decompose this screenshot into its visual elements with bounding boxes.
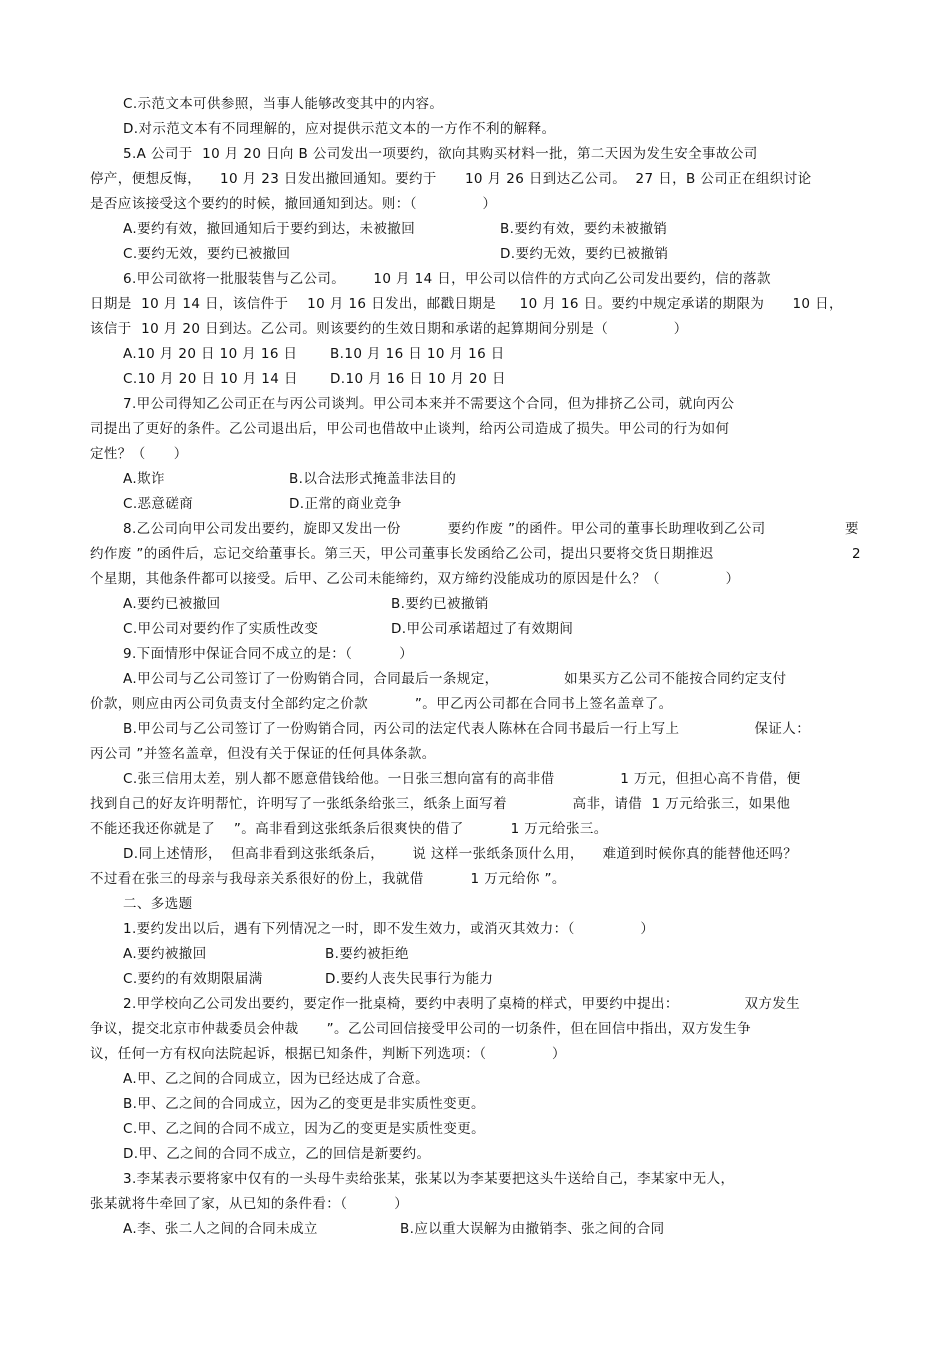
option-c: C.甲、乙之间的合同不成立，因为乙的变更是实质性变更。 — [123, 1121, 486, 1137]
option-b: B.甲、乙之间的合同成立，因为乙的变更是非实质性变更。 — [123, 1096, 485, 1112]
text-line: 价款，则应由丙公司负责支付全部约定之价款 ”。甲乙丙公司都在合同书上签名盖章了。 — [90, 696, 673, 712]
option-c: C.要约无效，要约已被撤回 — [123, 246, 291, 262]
text-line: 3.李某表示要将家中仅有的一头母牛卖给张某，张某以为李某要把这头牛送给自己，李某家中无人， — [123, 1171, 735, 1187]
text-line: A.甲公司与乙公司签订了一份购销合同，合同最后一条规定， 如果买方乙公司不能按合同约定支付 — [123, 671, 787, 687]
option-d: D.甲公司承诺超过了有效期间 — [391, 621, 574, 637]
text-line: D.同上述情形， 但高非看到这张纸条后， 说 这样一张纸条顶什么用， 难道到时候你真的能替他还吗？ — [123, 846, 798, 862]
option-b: B.要约已被撤销 — [391, 596, 489, 612]
text-line: 5.A 公司于 10 月 20 日向 B 公司发出一项要约，欲向其购买材料一批，第二天因为发生安全事故公司 — [123, 146, 758, 162]
option-c: C.恶意磋商 — [123, 496, 194, 512]
text-line: 丙公司 ”并签名盖章，但没有关于保证的任何具体条款。 — [90, 746, 436, 762]
option-d: D.甲、乙之间的合同不成立，乙的回信是新要约。 — [123, 1146, 431, 1162]
option-b: B.要约被拒绝 — [325, 946, 409, 962]
option-d: D.要约无效，要约已被撤销 — [500, 246, 669, 262]
text-line: 日期是 10 月 14 日，该信件于 10 月 16 日发出，邮戳日期是 10 月 16 日。要约中规定承诺的期限为 10 日， — [90, 296, 843, 312]
text-line: D.对示范文本有不同理解的，应对提供示范文本的一方作不利的解释。 — [123, 121, 556, 137]
text-line: 停产，便想反悔， 10 月 23 日发出撤回通知。要约于 10 月 26 日到达乙公司。 27 日，B 公司正在组织讨论 — [90, 171, 812, 187]
text-line: 约作废 ”的函件后，忘记交给董事长。第三天，甲公司董事长发函给乙公司，提出只要将交货日期推迟 — [90, 546, 714, 562]
option-b: B.以合法形式掩盖非法目的 — [289, 471, 457, 487]
text-line: 张某就将牛牵回了家，从已知的条件看：（ ） — [90, 1196, 409, 1212]
text-line: 是否应该接受这个要约的时候，撤回通知到达。则：（ ） — [90, 196, 497, 212]
option-a: A.10 月 20 日 10 月 16 日 — [123, 346, 298, 362]
text-line: 7.甲公司得知乙公司正在与丙公司谈判。甲公司本来并不需要这个合同，但为排挤乙公司，就向丙公 — [123, 396, 735, 412]
option-a: A.欺诈 — [123, 471, 165, 487]
text-line: 1.要约发出以后，遇有下列情况之一时，即不发生效力，或消灭其效力：（ ） — [123, 921, 655, 937]
option-d: D.正常的商业竞争 — [289, 496, 402, 512]
option-a: A.要约被撤回 — [123, 946, 207, 962]
text-line: 8.乙公司向甲公司发出要约，旋即又发出一份 要约作废 ”的函件。甲公司的董事长助理收到乙公司 — [123, 521, 766, 537]
text-line: B.甲公司与乙公司签订了一份购销合同，丙公司的法定代表人陈林在合同书最后一行上写上 保证人： — [123, 721, 811, 737]
option-a: A.甲、乙之间的合同成立，因为已经达成了合意。 — [123, 1071, 429, 1087]
text-line: C.示范文本可供参照，当事人能够改变其中的内容。 — [123, 96, 444, 112]
text-line: 2 — [852, 546, 861, 562]
section-heading: 二、多选题 — [123, 896, 193, 912]
text-line: 找到自己的好友许明帮忙，许明写了一张纸条给张三，纸条上面写着 高非，请借 1 万元给张三，如果他 — [90, 796, 791, 812]
text-line: 要 — [845, 521, 859, 537]
option-a: A.要约有效，撤回通知后于要约到达，未被撤回 — [123, 221, 416, 237]
option-a: A.要约已被撤回 — [123, 596, 221, 612]
option-d: D.要约人丧失民事行为能力 — [325, 971, 494, 987]
text-line: 该信于 10 月 20 日到达。乙公司。则该要约的生效日期和承诺的起算期间分别是（ ） — [90, 321, 688, 337]
option-b: B.应以重大误解为由撤销李、张之间的合同 — [400, 1221, 665, 1237]
text-line: 定性？（ ） — [90, 446, 188, 462]
text-line: 9.下面情形中保证合同不成立的是：（ ） — [123, 646, 414, 662]
option-b: B.10 月 16 日 10 月 16 日 — [330, 346, 505, 362]
text-line: 个星期，其他条件都可以接受。后甲、乙公司未能缔约，双方缔约没能成功的原因是什么？（ ） — [90, 571, 740, 587]
text-line: 议，任何一方有权向法院起诉，根据已知条件，判断下列选项：（ ） — [90, 1046, 566, 1062]
option-b: B.要约有效，要约未被撤销 — [500, 221, 668, 237]
option-c: C.甲公司对要约作了实质性改变 — [123, 621, 319, 637]
text-line: 2.甲学校向乙公司发出要约，要定作一批桌椅，要约中表明了桌椅的样式，甲要约中提出： 双方发生 — [123, 996, 801, 1012]
text-line: 不过看在张三的母亲与我母亲关系很好的份上，我就借 1 万元给你 ”。 — [90, 871, 566, 887]
option-c: C.要约的有效期限届满 — [123, 971, 263, 987]
text-line: 司提出了更好的条件。乙公司退出后，甲公司也借故中止谈判，给丙公司造成了损失。甲公司的行为如何 — [90, 421, 730, 437]
text-line: C.张三信用太差，别人都不愿意借钱给他。一日张三想向富有的高非借 1 万元，但担心高不肯借，便 — [123, 771, 801, 787]
text-line: 不能还我还你就是了 ”。高非看到这张纸条后很爽快的借了 1 万元给张三。 — [90, 821, 608, 837]
option-c: C.10 月 20 日 10 月 14 日 — [123, 371, 298, 387]
option-a: A.李、张二人之间的合同未成立 — [123, 1221, 318, 1237]
option-d: D.10 月 16 日 10 月 20 日 — [330, 371, 506, 387]
text-line: 争议，提交北京市仲裁委员会仲裁 ”。乙公司回信接受甲公司的一切条件，但在回信中指出，双方发生争 — [90, 1021, 752, 1037]
text-line: 6.甲公司欲将一批服装售与乙公司。 10 月 14 日，甲公司以信件的方式向乙公司发出要约，信的落款 — [123, 271, 771, 287]
